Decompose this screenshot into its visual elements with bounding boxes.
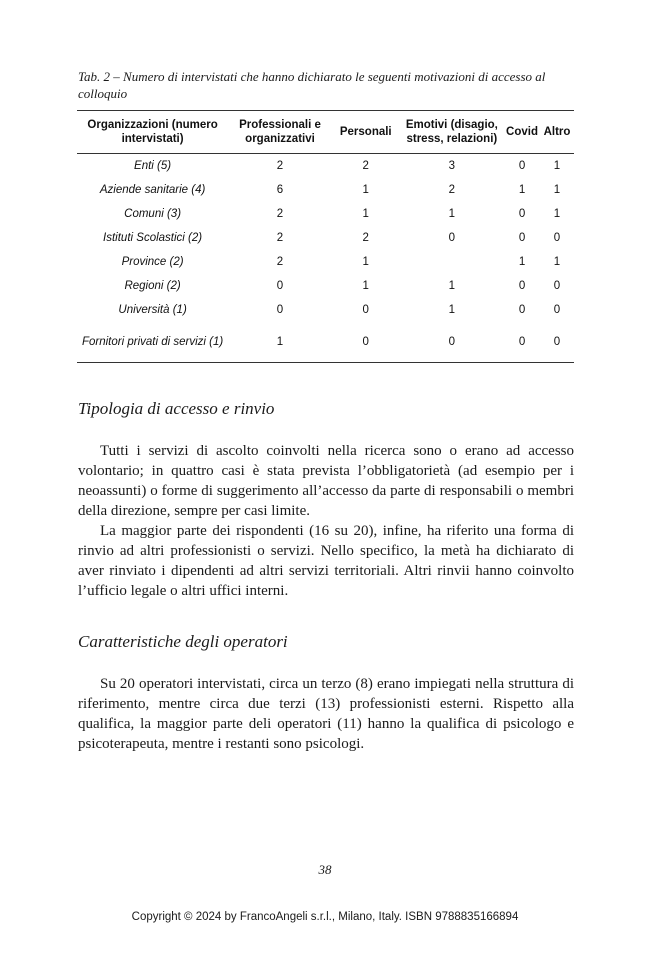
count-cell: 0 (362, 304, 369, 316)
organization-cell: Aziende sanitarie (4) (99, 184, 206, 196)
table-row (77, 250, 574, 274)
count-cell: 0 (448, 336, 456, 348)
count-cell: 1 (553, 256, 561, 268)
count-cell: 2 (276, 232, 284, 244)
count-cell: 1 (518, 184, 526, 196)
section-body (78, 441, 574, 601)
organization-cell: Università (1) (118, 304, 187, 316)
count-cell: 0 (518, 304, 526, 316)
table-caption: Tab. 2 – Numero di intervistati che hanno dichiarato le seguenti motivazioni di accesso al colloquio (78, 69, 546, 101)
table-header-row (77, 111, 574, 154)
paragraph: Su 20 operatori intervistati, circa un terzo (8) erano impiegati nella struttura di riferimento, mentre circa due terzi (13) professionisti esterni. Rispetto alla qualifica, la maggior parte deli operatori (11) hanno la qualifica di psicologo e psicoterapeuta, mentre i restanti sono psicologi. (78, 676, 574, 752)
count-cell: 1 (518, 256, 526, 268)
count-cell: 1 (553, 184, 561, 196)
count-cell: 2 (276, 256, 284, 268)
count-cell: 0 (518, 160, 526, 172)
count-cell: 2 (276, 208, 284, 220)
organization-cell: Regioni (2) (124, 280, 181, 292)
table-row (77, 274, 574, 298)
table-row (77, 322, 574, 363)
count-cell: 0 (553, 304, 561, 316)
column-header: Organizzazioni (numero intervistati) (87, 119, 218, 145)
count-cell: 0 (553, 280, 561, 292)
table-row (77, 154, 574, 179)
section-heading: Caratteristiche degli operatori (78, 632, 288, 651)
column-header: Covid (506, 126, 538, 138)
count-cell: 0 (276, 304, 284, 316)
table-row (77, 202, 574, 226)
count-cell: 1 (276, 336, 284, 348)
count-cell: 1 (553, 208, 561, 220)
count-cell: 1 (362, 208, 369, 220)
count-cell: 1 (448, 208, 456, 220)
count-cell: 0 (448, 232, 456, 244)
organization-cell: Fornitori privati di servizi (1) (81, 336, 224, 348)
section-body (78, 674, 574, 754)
column-header: Altro (543, 126, 571, 138)
paragraph: Tutti i servizi di ascolto coinvolti nella ricerca sono o erano ad accesso volontario; in quattro casi è stata prevista l’obbligatorietà (ad esempio per i neoassunti) o forme di suggerimento all’accesso da parte di responsabili o membri della direzione, sempre per casi limite. (78, 443, 574, 519)
paragraph: La maggior parte dei rispondenti (16 su 20), infine, ha riferito una forma di rinvio ad altri professionisti o servizi. Nello specifico, la metà ha dichiarato di aver rinviato i dipendenti ad altri servizi territoriali. Altri rinvii hanno coinvolto l’ufficio legale o altri uffici interni. (78, 523, 574, 599)
count-cell: 1 (553, 160, 561, 172)
count-cell: 3 (448, 160, 456, 172)
organization-cell: Enti (5) (134, 160, 172, 172)
count-cell: 2 (362, 232, 369, 244)
count-cell: 0 (518, 336, 526, 348)
column-header: Emotivi (disagio, stress, relazioni) (405, 119, 498, 145)
table-row (77, 298, 574, 322)
count-cell: 2 (362, 160, 369, 172)
count-cell: 2 (276, 160, 284, 172)
table-row (77, 226, 574, 250)
organization-cell: Comuni (3) (124, 208, 182, 220)
count-cell: 0 (518, 280, 526, 292)
count-cell: 0 (518, 232, 526, 244)
organization-cell: Province (2) (121, 256, 184, 268)
count-cell: 0 (553, 232, 561, 244)
count-cell (400, 250, 504, 274)
count-cell: 6 (276, 184, 284, 196)
organization-cell: Istituti Scolastici (2) (103, 232, 203, 244)
count-cell: 1 (362, 184, 369, 196)
count-cell: 1 (362, 256, 369, 268)
count-cell: 0 (553, 336, 561, 348)
column-header: Professionali e organizzativi (239, 119, 321, 145)
copyright-notice: Copyright © 2024 by FrancoAngeli s.r.l., Milano, Italy. ISBN 9788835166894 (131, 911, 519, 923)
count-cell: 1 (448, 280, 456, 292)
count-cell: 0 (518, 208, 526, 220)
table-row (77, 178, 574, 202)
column-header: Personali (339, 126, 392, 138)
motivations-table (77, 110, 574, 363)
section-heading: Tipologia di accesso e rinvio (78, 399, 275, 418)
count-cell: 2 (448, 184, 456, 196)
page-number: 38 (318, 862, 332, 877)
count-cell: 0 (276, 280, 284, 292)
count-cell: 1 (362, 280, 369, 292)
count-cell: 0 (362, 336, 369, 348)
count-cell: 1 (448, 304, 456, 316)
